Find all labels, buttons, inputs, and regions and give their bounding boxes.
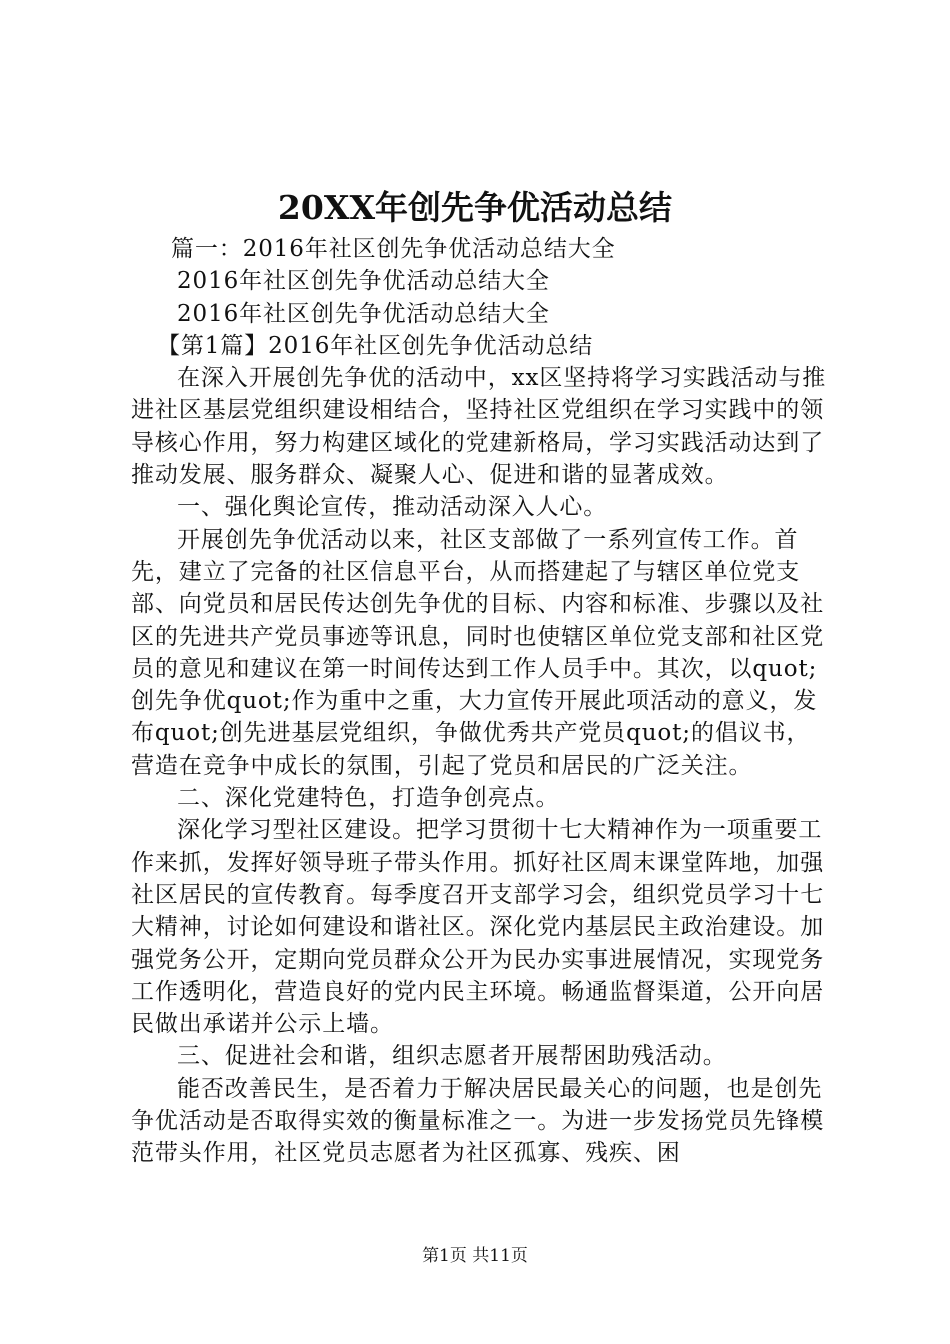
heading-line: 【第1篇】2016年社区创先争优活动总结: [157, 332, 594, 359]
section-heading: 二、深化党建特色，打造争创亮点。: [177, 785, 560, 812]
paragraph: 在深入开展创先争优的活动中，xx区坚持将学习实践活动与推进社区基层党组织建设相结合，坚持社区党组织在学习实践中的领导核心作用，努力构建区域化的党建新格局，学习实践活动达到了推动发展、服务群众、凝聚人心、促进和谐的显著成效。: [131, 365, 827, 489]
page-footer: 第1页 共11页: [422, 1246, 528, 1266]
paragraph: 能否改善民生，是否着力于解决居民最关心的问题，也是创先争优活动是否取得实效的衡量标准之一。为进一步发扬党员先锋模范带头作用，社区党员志愿者为社区孤寡、残疾、困: [131, 1075, 825, 1167]
document-title: 20XX年创先争优活动总结: [277, 188, 673, 227]
heading-line: 篇一：2016年社区创先争优活动总结大全: [171, 236, 616, 262]
heading-line: 2016年社区创先争优活动总结大全: [177, 268, 550, 295]
document-body: [131, 233, 831, 1170]
paragraph: 深化学习型社区建设。把学习贯彻十七大精神作为一项重要工作来抓，发挥好领导班子带头作用。抓好社区周末课堂阵地，加强社区居民的宣传教育。每季度召开支部学习会，组织党员学习十七大精神，讨论如何建设和谐社区。深化党内基层民主政治建设。加强党务公开，定期向党员群众公开为民办实事进展情况，实现党务工作透明化，营造良好的党内民主环境。畅通监督渠道，公开向居民做出承诺并公示上墙。: [131, 817, 825, 1038]
section-heading: 一、强化舆论宣传，推动活动深入人心。: [177, 494, 608, 521]
heading-line: 2016年社区创先争优活动总结大全: [177, 300, 550, 327]
paragraph: 开展创先争优活动以来，社区支部做了一系列宣传工作。首先，建立了完备的社区信息平台，从而搭建起了与辖区单位党支部、向党员和居民传达创先争优的目标、内容和标准、步骤以及社区的先进共产党员事迹等讯息，同时也使辖区单位党支部和社区党员的意见和建议在第一时间传达到工作人员手中。其次，以quot;创先争优quot;作为重中之重，大力宣传开展此项活动的意义，发布quot;创先进基层党组织，争做优秀共产党员quot;的倡议书，营造在竞争中成长的氛围，引起了党员和居民的广泛关注。: [131, 526, 825, 779]
section-heading: 三、促进社会和谐，组织志愿者开展帮困助残活动。: [177, 1043, 727, 1070]
